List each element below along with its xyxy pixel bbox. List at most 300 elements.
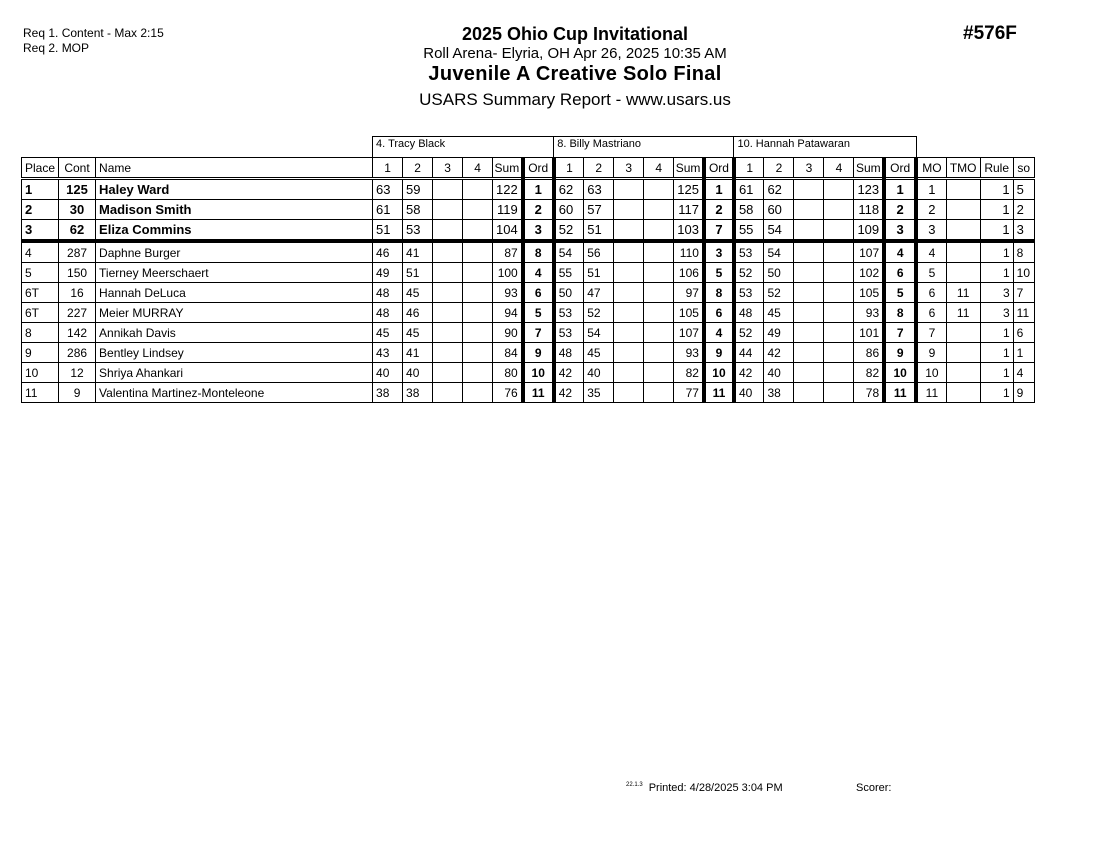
mo-cell: 4 — [916, 241, 946, 263]
judge-1-s3-cell — [433, 179, 463, 200]
judge-3-sum-cell: 123 — [854, 179, 884, 200]
judge-1-s4-cell — [463, 343, 493, 363]
judge-1-s2-cell: 45 — [403, 283, 433, 303]
judge-2-s3-cell — [614, 283, 644, 303]
judge-3-s2-cell: 52 — [764, 283, 794, 303]
judge-3-s2-cell: 50 — [764, 263, 794, 283]
rule-cell: 1 — [980, 241, 1013, 263]
place-cell: 8 — [22, 323, 59, 343]
rule-cell: 1 — [980, 200, 1013, 220]
mo-cell: 5 — [916, 263, 946, 283]
table-row — [22, 383, 1035, 403]
judge-2-s3-cell — [614, 363, 644, 383]
judge-3-ord-cell: 2 — [884, 200, 916, 220]
judge-2-ord-cell: 9 — [704, 343, 734, 363]
mo-cell: 6 — [916, 283, 946, 303]
judge-3-sum-cell: 78 — [854, 383, 884, 403]
judge-2-ord-cell: 4 — [704, 323, 734, 343]
rule-cell: 3 — [980, 283, 1013, 303]
judge-2-sum-cell: 106 — [674, 263, 704, 283]
table-row — [22, 323, 1035, 343]
judge-2-ord-cell: 11 — [704, 383, 734, 403]
judge-2-s2-cell: 45 — [584, 343, 614, 363]
judge-1-s4-cell — [463, 263, 493, 283]
judge-2-ord-cell: 10 — [704, 363, 734, 383]
tmo-cell — [946, 200, 980, 220]
rule-cell: 1 — [980, 323, 1013, 343]
judge-3-s4-cell — [824, 383, 854, 403]
so-cell: 5 — [1013, 179, 1034, 200]
col-judge-1-s1: 1 — [373, 158, 403, 179]
col-judge-2-s3: 3 — [614, 158, 644, 179]
cont-cell: 286 — [59, 343, 96, 363]
cont-cell: 227 — [59, 303, 96, 323]
judge-2-s4-cell — [644, 323, 674, 343]
judge-2-s4-cell — [644, 200, 674, 220]
judge-1-s4-cell — [463, 179, 493, 200]
place-cell: 10 — [22, 363, 59, 383]
judge-3-s4-cell — [824, 343, 854, 363]
judge-1-sum-cell: 94 — [493, 303, 523, 323]
name-cell: Hannah DeLuca — [96, 283, 373, 303]
col-tmo: TMO — [946, 158, 980, 179]
col-judge-2-sum: Sum — [674, 158, 704, 179]
judge-1-ord-cell: 9 — [523, 343, 554, 363]
judge-2-ord-cell: 1 — [704, 179, 734, 200]
judge-1-s4-cell — [463, 303, 493, 323]
judge-2-s4-cell — [644, 363, 674, 383]
judge-1-ord-cell: 4 — [523, 263, 554, 283]
judge-1-s1-cell: 48 — [373, 303, 403, 323]
mo-cell: 9 — [916, 343, 946, 363]
table-row — [22, 343, 1035, 363]
judge-2-s1-cell: 50 — [554, 283, 584, 303]
judge-1-ord-cell: 11 — [523, 383, 554, 403]
judge-3-s3-cell — [794, 220, 824, 242]
judge-1-s1-cell: 48 — [373, 283, 403, 303]
judge-2-ord-cell: 7 — [704, 220, 734, 242]
table-row — [22, 283, 1035, 303]
judge-1-sum-cell: 122 — [493, 179, 523, 200]
col-judge-1-s2: 2 — [403, 158, 433, 179]
judge-2-sum-cell: 77 — [674, 383, 704, 403]
judge-3-s1-cell: 40 — [734, 383, 764, 403]
tmo-cell — [946, 179, 980, 200]
judge-1-s2-cell: 58 — [403, 200, 433, 220]
tmo-cell: 11 — [946, 303, 980, 323]
name-cell: Bentley Lindsey — [96, 343, 373, 363]
judge-2-s4-cell — [644, 303, 674, 323]
judge-2-s4-cell — [644, 220, 674, 242]
judge-1-s4-cell — [463, 323, 493, 343]
judge-2-sum-cell: 97 — [674, 283, 704, 303]
judge-1-s1-cell: 46 — [373, 241, 403, 263]
mo-cell: 3 — [916, 220, 946, 242]
judge-3-ord-cell: 7 — [884, 323, 916, 343]
judge-3-ord-cell: 11 — [884, 383, 916, 403]
judge-1-s4-cell — [463, 363, 493, 383]
judge-2-s4-cell — [644, 283, 674, 303]
col-judge-2-s1: 1 — [554, 158, 584, 179]
judge-2-sum-cell: 82 — [674, 363, 704, 383]
scorer-label: Scorer: — [856, 782, 892, 794]
col-judge-3-ord: Ord — [884, 158, 916, 179]
name-cell: Tierney Meerschaert — [96, 263, 373, 283]
judge-2-sum-cell: 110 — [674, 241, 704, 263]
judge-2-s1-cell: 52 — [554, 220, 584, 242]
judge-1-s2-cell: 38 — [403, 383, 433, 403]
version-code: 22.1.3 — [626, 782, 643, 788]
col-cont: Cont — [59, 158, 96, 179]
judge-3-s2-cell: 42 — [764, 343, 794, 363]
cont-cell: 30 — [59, 200, 96, 220]
col-judge-2-s2: 2 — [584, 158, 614, 179]
judge-3-sum-cell: 109 — [854, 220, 884, 242]
judge-1-name: 4. Tracy Black — [373, 137, 554, 158]
judge-1-s2-cell: 51 — [403, 263, 433, 283]
judge-2-s3-cell — [614, 220, 644, 242]
so-cell: 6 — [1013, 323, 1034, 343]
so-cell: 10 — [1013, 263, 1034, 283]
judge-1-s3-cell — [433, 363, 463, 383]
tmo-cell — [946, 241, 980, 263]
judge-1-sum-cell: 84 — [493, 343, 523, 363]
judge-2-s1-cell: 42 — [554, 383, 584, 403]
name-cell: Haley Ward — [96, 179, 373, 200]
judge-3-ord-cell: 4 — [884, 241, 916, 263]
table-row — [22, 179, 1035, 200]
judge-3-s1-cell: 55 — [734, 220, 764, 242]
tmo-cell: 11 — [946, 283, 980, 303]
name-cell: Daphne Burger — [96, 241, 373, 263]
judge-2-s3-cell — [614, 200, 644, 220]
col-judge-3-sum: Sum — [854, 158, 884, 179]
judge-1-s3-cell — [433, 200, 463, 220]
judge-3-sum-cell: 105 — [854, 283, 884, 303]
tmo-cell — [946, 383, 980, 403]
judge-3-ord-cell: 8 — [884, 303, 916, 323]
so-cell: 2 — [1013, 200, 1034, 220]
printed-label: Printed: 4/28/2025 3:04 PM — [648, 782, 783, 794]
rule-cell: 1 — [980, 220, 1013, 242]
col-place: Place — [22, 158, 59, 179]
judge-2-s2-cell: 52 — [584, 303, 614, 323]
judge-2-s4-cell — [644, 343, 674, 363]
judge-2-s4-cell — [644, 263, 674, 283]
judge-1-sum-cell: 100 — [493, 263, 523, 283]
cont-cell: 287 — [59, 241, 96, 263]
judge-3-sum-cell: 86 — [854, 343, 884, 363]
results-table — [21, 136, 1035, 403]
judge-1-s1-cell: 63 — [373, 179, 403, 200]
judge-1-s3-cell — [433, 383, 463, 403]
judge-2-s2-cell: 63 — [584, 179, 614, 200]
judge-3-ord-cell: 1 — [884, 179, 916, 200]
tmo-cell — [946, 323, 980, 343]
judge-1-s4-cell — [463, 383, 493, 403]
col-rule: Rule — [980, 158, 1013, 179]
judge-3-s1-cell: 52 — [734, 263, 764, 283]
judge-2-ord-cell: 6 — [704, 303, 734, 323]
judge-3-s2-cell: 54 — [764, 220, 794, 242]
rule-cell: 1 — [980, 363, 1013, 383]
judge-1-sum-cell: 90 — [493, 323, 523, 343]
table-row — [22, 263, 1035, 283]
mo-cell: 11 — [916, 383, 946, 403]
judge-3-ord-cell: 6 — [884, 263, 916, 283]
cont-cell: 62 — [59, 220, 96, 242]
place-cell: 3 — [22, 220, 59, 242]
col-name: Name — [96, 158, 373, 179]
judge-1-s1-cell: 49 — [373, 263, 403, 283]
judge-3-s4-cell — [824, 283, 854, 303]
judge-3-s1-cell: 61 — [734, 179, 764, 200]
judge-1-ord-cell: 3 — [523, 220, 554, 242]
place-cell: 5 — [22, 263, 59, 283]
judge-1-s4-cell — [463, 241, 493, 263]
judge-2-sum-cell: 105 — [674, 303, 704, 323]
table-row — [22, 200, 1035, 220]
requirement-1: Req 1. Content - Max 2:15 — [23, 26, 164, 40]
judge-2-sum-cell: 103 — [674, 220, 704, 242]
judge-3-sum-cell: 107 — [854, 241, 884, 263]
judge-1-ord-cell: 1 — [523, 179, 554, 200]
judge-3-s2-cell: 40 — [764, 363, 794, 383]
mo-cell: 7 — [916, 323, 946, 343]
judge-3-sum-cell: 82 — [854, 363, 884, 383]
judge-2-sum-cell: 117 — [674, 200, 704, 220]
printed-timestamp — [626, 782, 783, 794]
judge-3-s1-cell: 53 — [734, 283, 764, 303]
so-cell: 4 — [1013, 363, 1034, 383]
rule-cell: 1 — [980, 263, 1013, 283]
judge-2-s3-cell — [614, 323, 644, 343]
judge-2-s1-cell: 60 — [554, 200, 584, 220]
col-judge-3-s2: 2 — [764, 158, 794, 179]
judge-2-s1-cell: 53 — [554, 303, 584, 323]
name-cell: Annikah Davis — [96, 323, 373, 343]
judge-2-ord-cell: 8 — [704, 283, 734, 303]
judge-3-s4-cell — [824, 241, 854, 263]
judge-3-sum-cell: 93 — [854, 303, 884, 323]
name-cell: Shriya Ahankari — [96, 363, 373, 383]
judge-3-s1-cell: 52 — [734, 323, 764, 343]
judge-2-s2-cell: 35 — [584, 383, 614, 403]
judge-3-ord-cell: 5 — [884, 283, 916, 303]
judge-2-ord-cell: 2 — [704, 200, 734, 220]
judge-2-s3-cell — [614, 343, 644, 363]
so-cell: 7 — [1013, 283, 1034, 303]
judge-2-name: 8. Billy Mastriano — [554, 137, 734, 158]
judge-1-s2-cell: 45 — [403, 323, 433, 343]
judge-1-s2-cell: 53 — [403, 220, 433, 242]
rule-cell: 1 — [980, 383, 1013, 403]
judge-3-s2-cell: 62 — [764, 179, 794, 200]
tmo-cell — [946, 363, 980, 383]
event-title: Juvenile A Creative Solo Final — [428, 63, 722, 85]
judge-2-s2-cell: 57 — [584, 200, 614, 220]
judge-3-s1-cell: 42 — [734, 363, 764, 383]
judge-3-s4-cell — [824, 263, 854, 283]
venue-date-line: Roll Arena- Elyria, OH Apr 26, 2025 10:35 AM — [423, 45, 727, 62]
col-judge-1-ord: Ord — [523, 158, 554, 179]
judge-3-s4-cell — [824, 363, 854, 383]
judge-2-s4-cell — [644, 179, 674, 200]
judge-2-s2-cell: 54 — [584, 323, 614, 343]
judge-3-ord-cell: 10 — [884, 363, 916, 383]
place-cell: 1 — [22, 179, 59, 200]
judge-1-s1-cell: 45 — [373, 323, 403, 343]
judge-3-s4-cell — [824, 323, 854, 343]
judge-3-s1-cell: 44 — [734, 343, 764, 363]
judge-2-ord-cell: 3 — [704, 241, 734, 263]
judge-3-s3-cell — [794, 303, 824, 323]
judge-1-ord-cell: 8 — [523, 241, 554, 263]
judge-3-ord-cell: 9 — [884, 343, 916, 363]
judge-1-s2-cell: 40 — [403, 363, 433, 383]
judge-2-s2-cell: 51 — [584, 220, 614, 242]
judge-1-ord-cell: 7 — [523, 323, 554, 343]
place-cell: 9 — [22, 343, 59, 363]
judge-1-sum-cell: 80 — [493, 363, 523, 383]
judge-1-s1-cell: 61 — [373, 200, 403, 220]
judge-3-s4-cell — [824, 220, 854, 242]
judge-2-s3-cell — [614, 383, 644, 403]
judge-3-s3-cell — [794, 383, 824, 403]
judge-1-sum-cell: 76 — [493, 383, 523, 403]
judge-1-s1-cell: 51 — [373, 220, 403, 242]
col-mo: MO — [916, 158, 946, 179]
judge-1-sum-cell: 87 — [493, 241, 523, 263]
judge-2-s4-cell — [644, 241, 674, 263]
col-judge-2-ord: Ord — [704, 158, 734, 179]
so-cell: 1 — [1013, 343, 1034, 363]
judge-1-s2-cell: 46 — [403, 303, 433, 323]
judge-1-s4-cell — [463, 283, 493, 303]
judge-3-s2-cell: 54 — [764, 241, 794, 263]
judge-1-s1-cell: 38 — [373, 383, 403, 403]
judge-2-s2-cell: 51 — [584, 263, 614, 283]
judge-1-s3-cell — [433, 220, 463, 242]
table-row — [22, 220, 1035, 242]
judge-3-s4-cell — [824, 303, 854, 323]
name-cell: Madison Smith — [96, 200, 373, 220]
judge-2-s1-cell: 62 — [554, 179, 584, 200]
rule-cell: 3 — [980, 303, 1013, 323]
judge-3-s1-cell: 58 — [734, 200, 764, 220]
judge-2-sum-cell: 107 — [674, 323, 704, 343]
judge-2-s2-cell: 47 — [584, 283, 614, 303]
so-cell: 8 — [1013, 241, 1034, 263]
judge-3-s4-cell — [824, 179, 854, 200]
tmo-cell — [946, 343, 980, 363]
table-row — [22, 241, 1035, 263]
judge-1-s2-cell: 59 — [403, 179, 433, 200]
judge-3-s3-cell — [794, 363, 824, 383]
judge-1-s4-cell — [463, 220, 493, 242]
place-cell: 2 — [22, 200, 59, 220]
judge-1-s3-cell — [433, 263, 463, 283]
cont-cell: 12 — [59, 363, 96, 383]
judge-3-s3-cell — [794, 323, 824, 343]
judge-1-s2-cell: 41 — [403, 241, 433, 263]
judge-2-s3-cell — [614, 303, 644, 323]
judge-1-s3-cell — [433, 323, 463, 343]
judge-3-sum-cell: 101 — [854, 323, 884, 343]
judge-2-s3-cell — [614, 179, 644, 200]
judge-1-sum-cell: 119 — [493, 200, 523, 220]
mo-cell: 1 — [916, 179, 946, 200]
col-so: so — [1013, 158, 1034, 179]
judge-2-s2-cell: 40 — [584, 363, 614, 383]
judge-3-s2-cell: 45 — [764, 303, 794, 323]
mo-cell: 2 — [916, 200, 946, 220]
tmo-cell — [946, 220, 980, 242]
judge-3-s3-cell — [794, 263, 824, 283]
judge-1-sum-cell: 104 — [493, 220, 523, 242]
judge-3-s3-cell — [794, 179, 824, 200]
col-judge-2-s4: 4 — [644, 158, 674, 179]
col-judge-1-sum: Sum — [493, 158, 523, 179]
so-cell: 11 — [1013, 303, 1034, 323]
col-judge-3-s3: 3 — [794, 158, 824, 179]
requirement-2: Req 2. MOP — [23, 41, 90, 55]
name-cell: Valentina Martinez-Monteleone — [96, 383, 373, 403]
rule-cell: 1 — [980, 343, 1013, 363]
judge-1-s4-cell — [463, 200, 493, 220]
name-cell: Eliza Commins — [96, 220, 373, 242]
judge-2-sum-cell: 125 — [674, 179, 704, 200]
judge-1-s3-cell — [433, 283, 463, 303]
judge-header-row — [22, 137, 1035, 158]
place-cell: 4 — [22, 241, 59, 263]
cont-cell: 9 — [59, 383, 96, 403]
judge-3-name: 10. Hannah Patawaran — [734, 137, 916, 158]
judge-1-s1-cell: 40 — [373, 363, 403, 383]
cont-cell: 16 — [59, 283, 96, 303]
judge-1-s2-cell: 41 — [403, 343, 433, 363]
judge-3-sum-cell: 118 — [854, 200, 884, 220]
report-title: USARS Summary Report - www.usars.us — [419, 90, 731, 109]
judge-2-s1-cell: 42 — [554, 363, 584, 383]
judge-3-ord-cell: 3 — [884, 220, 916, 242]
place-cell: 11 — [22, 383, 59, 403]
col-judge-3-s4: 4 — [824, 158, 854, 179]
judge-1-s3-cell — [433, 343, 463, 363]
judge-2-s1-cell: 53 — [554, 323, 584, 343]
judge-2-s2-cell: 56 — [584, 241, 614, 263]
table-row — [22, 303, 1035, 323]
judge-2-s1-cell: 54 — [554, 241, 584, 263]
judge-2-ord-cell: 5 — [704, 263, 734, 283]
judge-3-s4-cell — [824, 200, 854, 220]
judge-2-s1-cell: 48 — [554, 343, 584, 363]
cont-cell: 142 — [59, 323, 96, 343]
judge-3-s2-cell: 38 — [764, 383, 794, 403]
judge-3-s2-cell: 49 — [764, 323, 794, 343]
place-cell: 6T — [22, 283, 59, 303]
col-judge-3-s1: 1 — [734, 158, 764, 179]
rule-cell: 1 — [980, 179, 1013, 200]
judge-1-s3-cell — [433, 241, 463, 263]
so-cell: 3 — [1013, 220, 1034, 242]
judge-3-s1-cell: 53 — [734, 241, 764, 263]
name-cell: Meier MURRAY — [96, 303, 373, 323]
judge-1-s1-cell: 43 — [373, 343, 403, 363]
mo-cell: 6 — [916, 303, 946, 323]
col-judge-1-s3: 3 — [433, 158, 463, 179]
mo-cell: 10 — [916, 363, 946, 383]
